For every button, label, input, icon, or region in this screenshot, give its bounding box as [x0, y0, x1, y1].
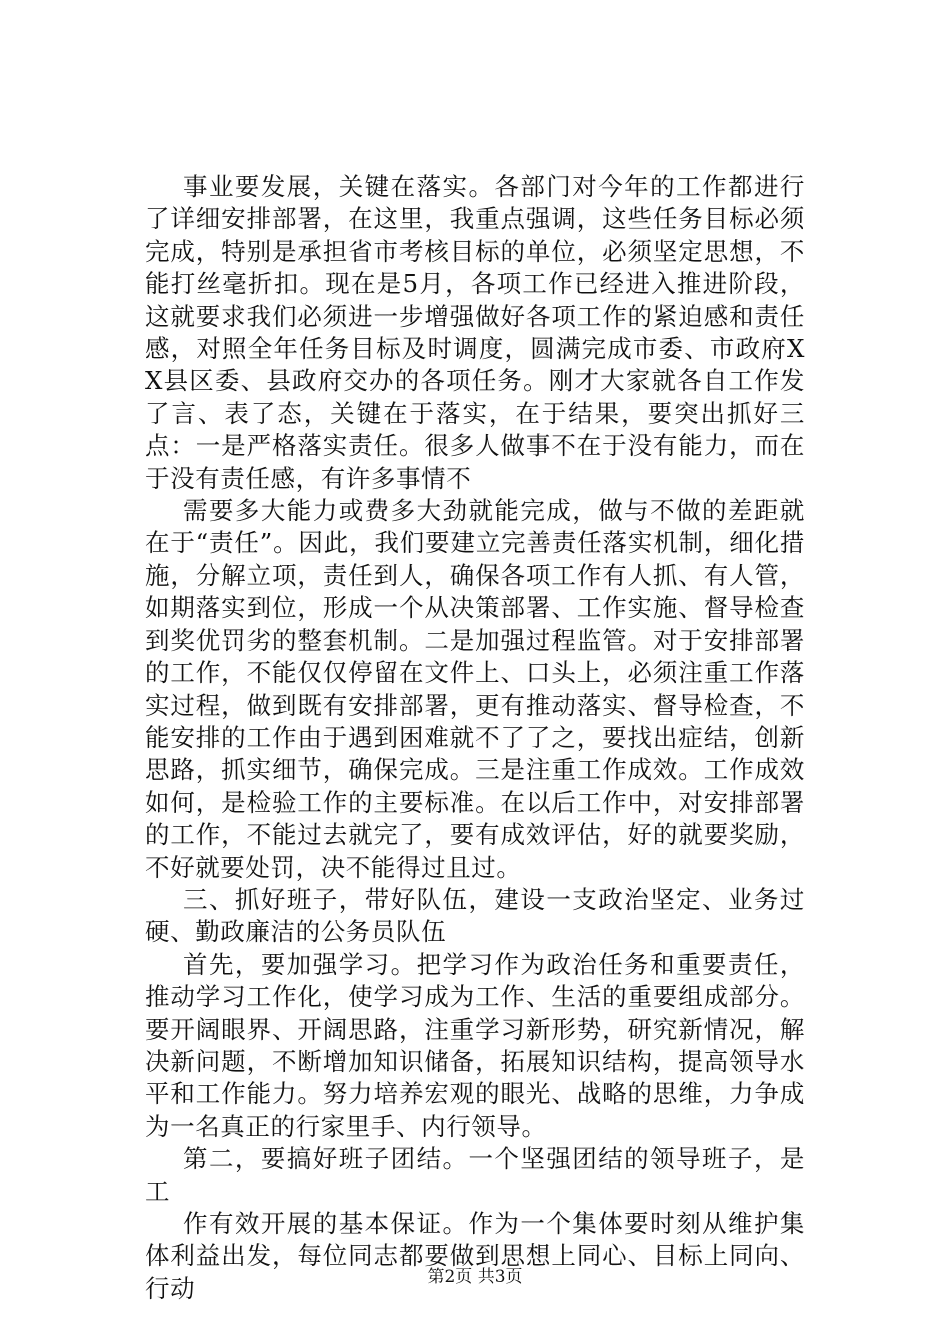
paragraph-5: 第二，要搞好班子团结。一个坚强团结的领导班子，是工 — [145, 1144, 805, 1206]
page-number-footer: 第2页 共3页 — [427, 1267, 523, 1287]
paragraph-4: 首先，要加强学习。把学习作为政治任务和重要责任，推动学习工作化，使学习成为工作、生活的重要组成部分。要开阔眼界、开阔思路，注重学习新形势，研究新情况，解决新问题，不断增加知识储备，拓展知识结构，提高领导水平和工作能力。努力培养宏观的眼光、战略的思维，力争成为一名真正的行家里手、内行领导。 — [145, 949, 805, 1141]
paragraph-6: 作有效开展的基本保证。作为一个集体要时刻从维护集体利益出发，每位同志都要做到思想上同心、目标上同向、行动 — [145, 1209, 805, 1303]
paragraph-2: 需要多大能力或费多大劲就能完成，做与不做的差距就在于“责任”。因此，我们要建立完善责任落实机制，细化措施，分解立项，责任到人，确保各项工作有人抓、有人管，如期落实到位，形成一个从决策部署、工作实施、督导检查到奖优罚劣的整套机制。二是加强过程监管。对于安排部署的工作，不能仅仅停留在文件上、口头上，必须注重工作落实过程，做到既有安排部署，更有推动落实、督导检查，不能安排的工作由于遇到困难就不了了之，要找出症结，创新思路，抓实细节，确保完成。三是注重工作成效。工作成效如何，是检验工作的主要标准。在以后工作中，对安排部署的工作，不能过去就完了，要有成效评估，好的就要奖励，不好就要处罚，决不能得过且过。 — [145, 496, 805, 882]
document-body — [145, 171, 805, 1305]
paragraph-1: 事业要发展，关键在落实。各部门对今年的工作都进行了详细安排部署，在这里，我重点强调，这些任务目标必须完成，特别是承担省市考核目标的单位，必须坚定思想，不能打丝毫折扣。现在是5月，各项工作已经进入推进阶段，这就要求我们必须进一步增强做好各项工作的紧迫感和责任感，对照全年任务目标及时调度，圆满完成市委、市政府XX县区委、县政府交办的各项任务。刚才大家就各自工作发了言、表了态，关键在于落实，在于结果，要突出抓好三点：一是严格落实责任。很多人做事不在于没有能力，而在于没有责任感，有许多事情不 — [145, 172, 805, 493]
paragraph-3-section-heading: 三、抓好班子，带好队伍，建设一支政治坚定、业务过硬、勤政廉洁的公务员队伍 — [145, 884, 805, 947]
